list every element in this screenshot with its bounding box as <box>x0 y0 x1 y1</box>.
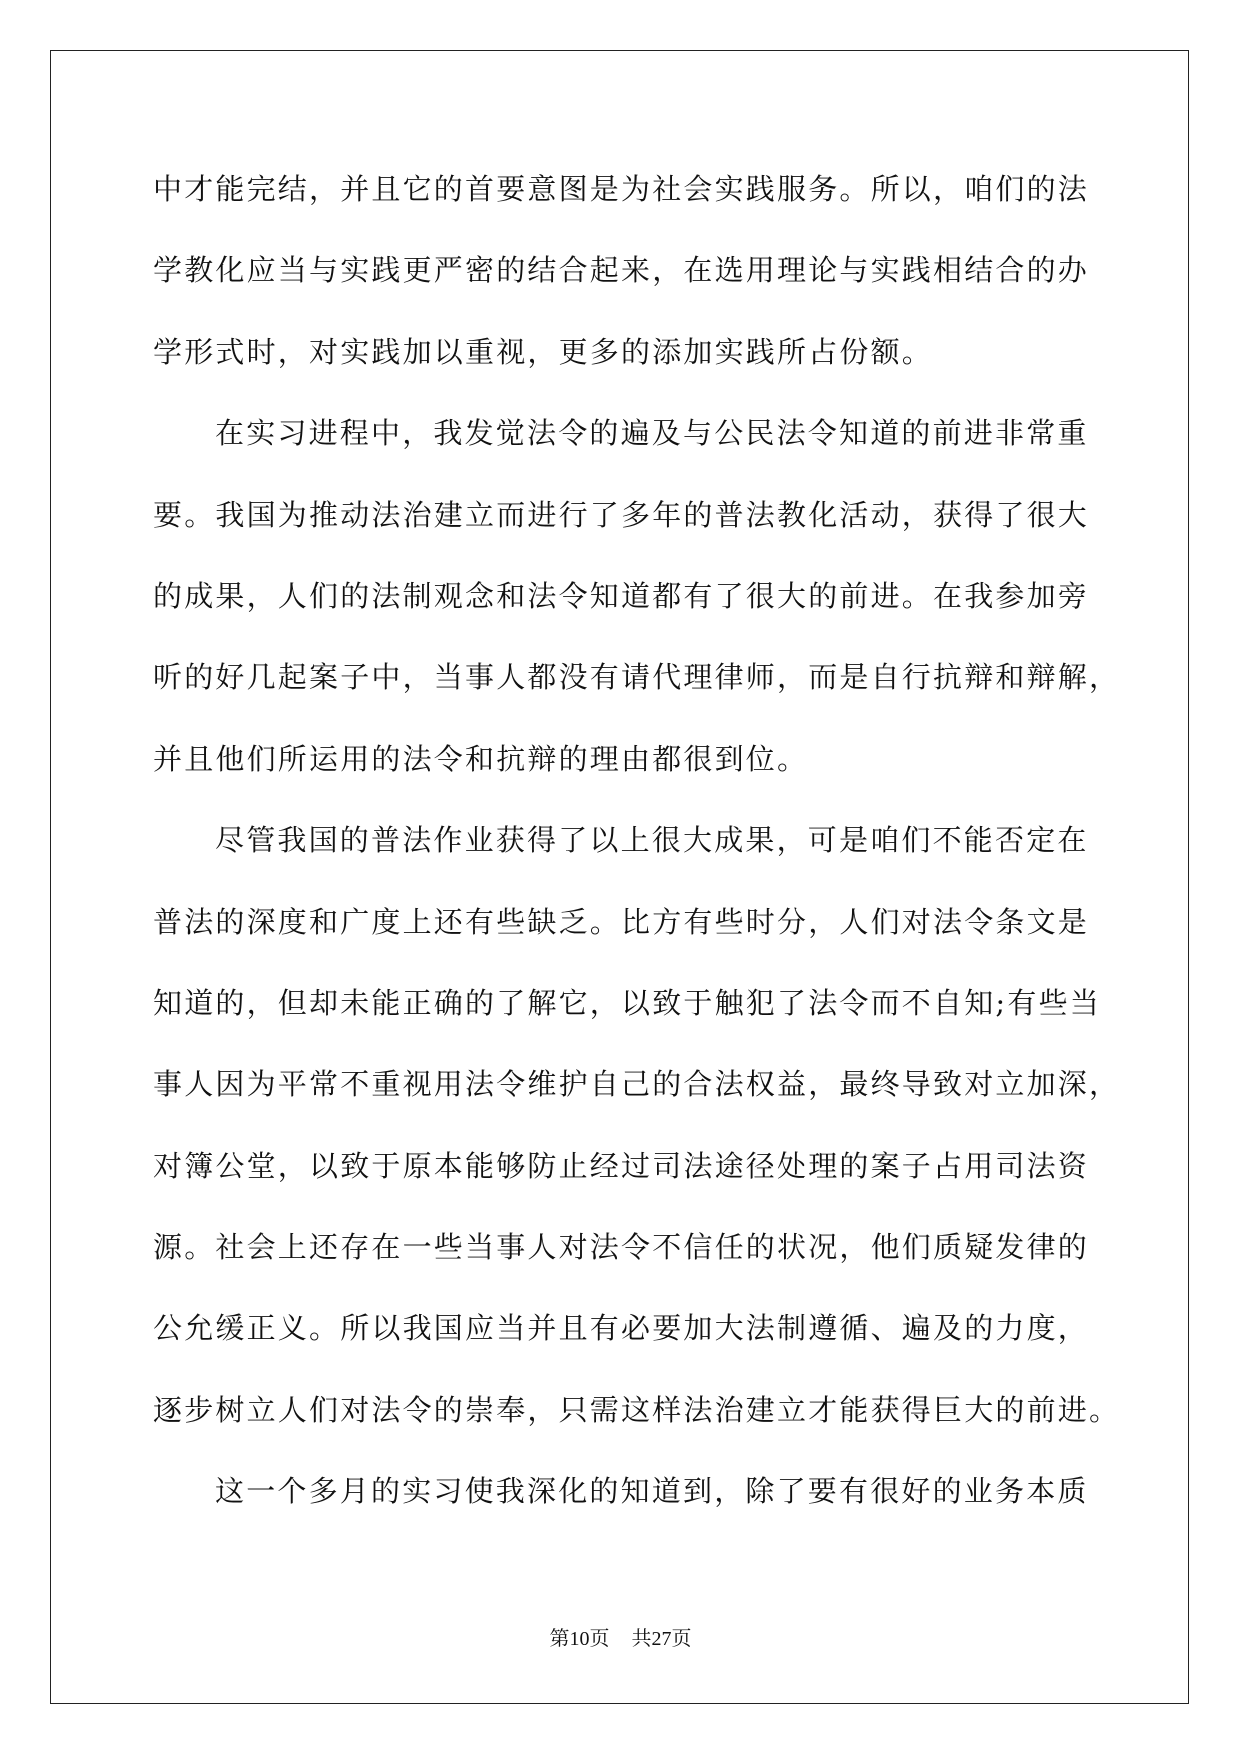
text-line: 中才能完结，并且它的首要意图是为社会实践服务。所以，咱们的法 <box>153 172 1090 206</box>
paragraph <box>153 149 1173 393</box>
page-total: 共27页 <box>631 1628 692 1650</box>
text-line: 普法的深度和广度上还有些缺乏。比方有些时分，人们对法令条文是 <box>153 904 1090 939</box>
document-body <box>153 149 1173 1533</box>
paragraph <box>153 800 1173 1451</box>
text-line: 要。我国为推动法治建立而进行了多年的普法教化活动，获得了很大 <box>153 497 1090 532</box>
text-line: 公允缓正义。所以我国应当并且有必要加大法制遵循、遍及的力度， <box>153 1311 1090 1346</box>
page-footer <box>0 1626 1241 1652</box>
text-line: 源。社会上还存在一些当事人对法令不信任的状况，他们质疑发律的 <box>153 1230 1090 1265</box>
text-line: 逐步树立人们对法令的崇奉，只需这样法治建立才能获得巨大的前进。 <box>153 1392 1121 1427</box>
paragraph <box>153 1451 1173 1532</box>
text-line: 在实习进程中，我发觉法令的遍及与公民法令知道的前进非常重 <box>215 416 1089 451</box>
text-line: 学形式时，对实践加以重视，更多的添加实践所占份额。 <box>153 334 934 369</box>
text-line: 知道的，但却未能正确的了解它，以致于触犯了法令而不自知;有些当 <box>153 985 1101 1020</box>
text-line: 的成果，人们的法制观念和法令知道都有了很大的前进。在我参加旁 <box>153 578 1090 613</box>
text-line: 对簿公堂，以致于原本能够防止经过司法途径处理的案子占用司法资 <box>153 1148 1090 1183</box>
text-line: 学教化应当与实践更严密的结合起来，在选用理论与实践相结合的办 <box>153 253 1090 288</box>
text-line: 这一个多月的实习使我深化的知道到，除了要有很好的业务本质 <box>215 1474 1089 1509</box>
page-number: 第10页 <box>549 1628 610 1650</box>
text-line: 事人因为平常不重视用法令维护自己的合法权益，最终导致对立加深， <box>153 1067 1121 1102</box>
paragraph <box>153 393 1173 800</box>
text-line: 并且他们所运用的法令和抗辩的理由都很到位。 <box>153 741 809 776</box>
text-line: 听的好几起案子中，当事人都没有请代理律师，而是自行抗辩和辩解， <box>153 660 1121 695</box>
text-line: 尽管我国的普法作业获得了以上很大成果，可是咱们不能否定在 <box>215 823 1089 858</box>
